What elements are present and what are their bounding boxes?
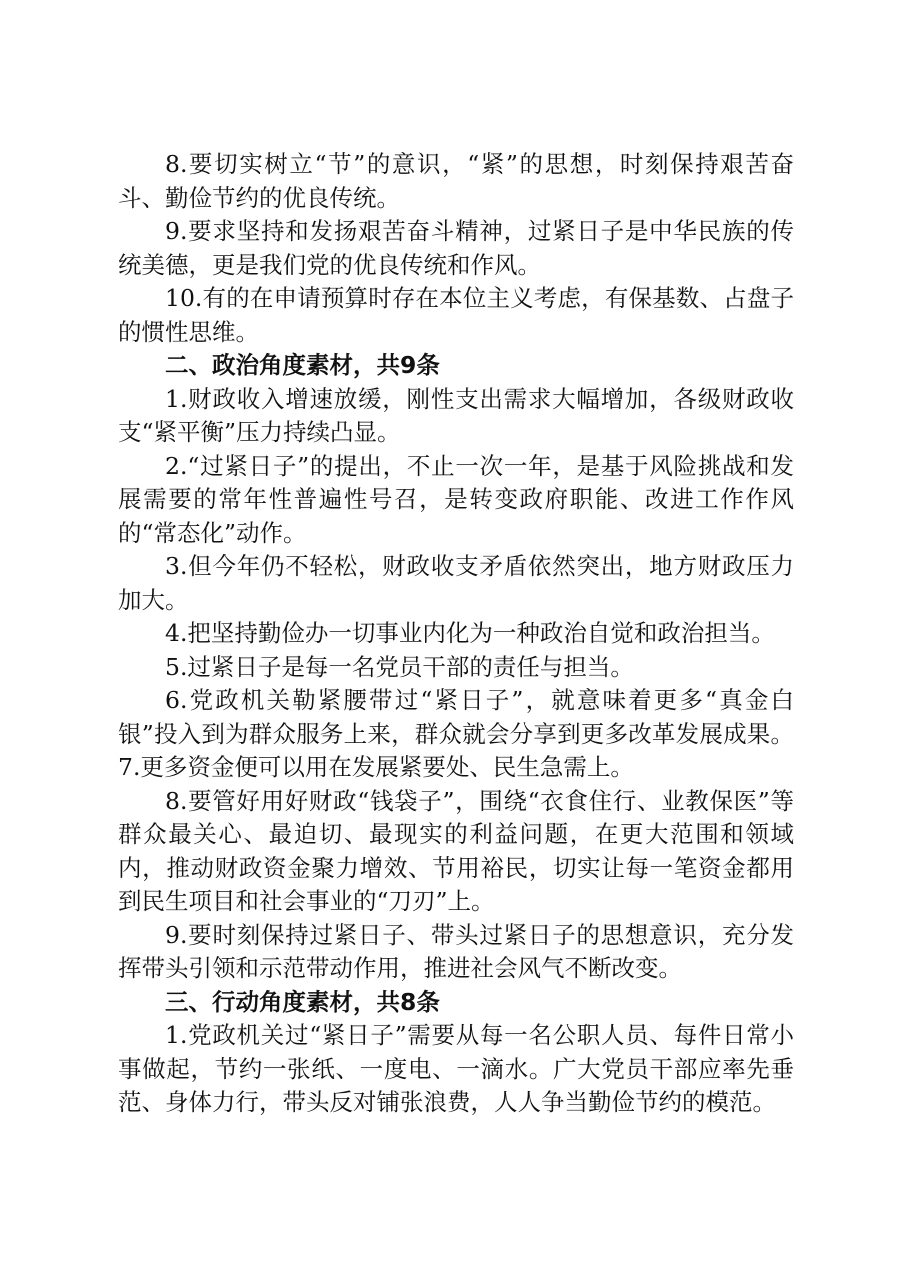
paragraph-political-1: 1.财政收入增速放缓，刚性支出需求大幅增加，各级财政收支“紧平衡”压力持续凸显。	[118, 384, 794, 446]
paragraph-political-9: 9.要时刻保持过紧日子、带头过紧日子的思想意识，充分发挥带头引领和示范带动作用，推进社会风气不断改变。	[118, 920, 794, 982]
paragraph-item-8-thrift: 8.要切实树立“节”的意识，“紧”的思想，时刻保持艰苦奋斗、勤俭节约的优良传统。	[118, 150, 794, 212]
document-page	[118, 148, 794, 1120]
paragraph-political-3: 3.但今年仍不轻松，财政收支矛盾依然突出，地方财政压力加大。	[118, 552, 794, 614]
paragraph-action-1: 1.党政机关过“紧日子”需要从每一名公职人员、每件日常小事做起，节约一张纸、一度电、一滴水。广大党员干部应率先垂范、身体力行，带头反对铺张浪费，人人争当勤俭节约的模范。	[118, 1021, 794, 1116]
paragraph-political-8: 8.要管好用好财政“钱袋子”，围绕“衣食住行、业教保医”等群众最关心、最迫切、最现实的利益问题，在更大范围和领域内，推动财政资金聚力增效、节用裕民，切实让每一笔资金都用到民生项目和社会事业的“刀刃”上。	[118, 786, 794, 915]
paragraph-political-5: 5.过紧日子是每一名党员干部的责任与担当。	[165, 652, 634, 681]
paragraph-political-4: 4.把坚持勤俭办一切事业内化为一种政治自觉和政治担当。	[165, 619, 775, 647]
section-heading-political: 二、政治角度素材，共9条	[165, 351, 440, 379]
paragraph-item-9-hard-work: 9.要求坚持和发扬艰苦奋斗精神，过紧日子是中华民族的传统美德，更是我们党的优良传统和作风。	[118, 217, 794, 279]
paragraph-item-10-budget: 10.有的在申请预算时存在本位主义考虑，有保基数、占盘子的惯性思维。	[118, 284, 794, 346]
section-heading-action: 三、行动角度素材，共8条	[165, 987, 440, 1016]
paragraph-political-2: 2.“过紧日子”的提出，不止一次一年，是基于风险挑战和发展需要的常年性普遍性号召，是转变政府职能、改进工作作风的“常态化”动作。	[118, 451, 794, 547]
paragraph-political-6-7: 6.党政机关勒紧腰带过“紧日子”，就意味着更多“真金白银”投入到为群众服务上来，群众就会分享到更多改革发展成果。7.更多资金便可以用在发展紧要处、民生急需上。	[118, 686, 794, 781]
